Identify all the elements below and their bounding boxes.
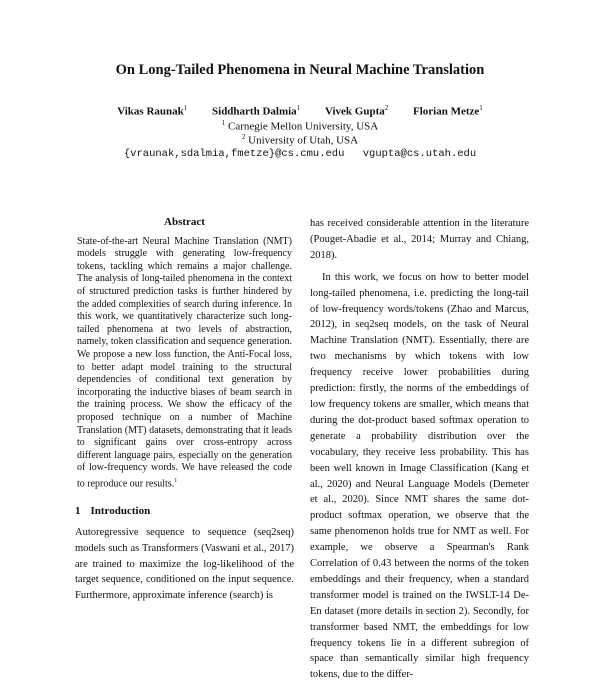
section-title: Introduction [90,504,151,517]
body-paragraph: In this work, we focus on how to better model long-tailed phenomena, i.e. predicting the long-tail of low-frequency words/tokens (Zhao and Marcus, 2012), in seq2seq models, on the task of Neural Machine Translation (NMT). Essentially, there are two mechanisms by which tokens with low frequency receive lower probabilities during prediction: firstly, the norms of the embeddings of low frequency tokens are smaller, which means that during the dot-product based softmax operation to generate a probability distribution over the vocabulary, they receive less probability. This has been well known in Image Classification (Kang et al., 2020) and Neural Language Models (Demeter et al., 2020). Since NMT shares the same dot-product softmax operation, we observe that the same phenomenon holds true for NMT as well. For example, we observe a Spearman's Rank Correlation of 0.43 between the norms of the token embeddings and their frequency, when a standard transformer model is trained on the IWSLT-14 De-En dataset (more details in section 2). Secondly, for transformer based NMT, the embeddings for low frequency tokens lie in a different subregion of space than semantically similar high frequency tokens, due to the differ- [310,271,529,681]
author-3: Vivek Gupta$^2$ [324,104,389,118]
section-number: 1 [75,504,81,517]
introduction-text: Autoregressive sequence to sequence (seq2seq) models such as Transformers (Vaswani et al., 2017) are trained to maximize the log-likelihood of the target sequence, conditioned on the input sequence. Furthermore, approximate inference (search) is [75,527,294,601]
author-2: Siddharth Dalmia$^1$ [212,104,301,118]
email-utah: vgupta@cs.utah.edu [362,148,477,160]
email-cmu: {vraunak,sdalmia,fmetze}@cs.cmu.edu [123,148,345,160]
affiliation-2: $^2$ University of Utah, USA [241,133,359,147]
introduction-body [75,525,294,603]
affiliation-1: $^1$ Carnegie Mellon University, USA [221,119,379,133]
abstract-heading: Abstract [164,216,205,228]
author-1: Vikas Raunak$^1$ [117,104,188,118]
abstract-footnote-mark: 1 [174,477,178,484]
abstract-text: State-of-the-art Neural Machine Translation (NMT) models struggle with generating low-frequency tokens, tackling which remains a major challenge. The analysis of long-tailed phenomena in the context of structured prediction tasks is further hindered by the added complexities of search during inference. In this work, we quantitatively characterize such long-tailed phenomena at two levels of abstraction, namely, token classification and sequence generation. We propose a new loss function, the Anti-Focal loss, to better adapt model training to the structural dependencies of conditional text generation by incorporating the inductive biases of beam search in the training process. We show the efficacy of the proposed technique on a number of Machine Translation (MT) datasets, demonstrating that it leads to significant gains over cross-entropy across different language pairs, especially on the generation of low-frequency words. We have released the code to reproduce our results. [77,235,292,490]
section-heading-introduction [75,505,294,518]
abstract-body [77,236,292,491]
continuation-paragraph: has received considerable attention in the literature (Pouget-Abadie et al., 2014; Murray and Chiang, 2018). [310,218,529,261]
author-emails [0,148,600,160]
paper-title: On Long-Tailed Phenomena in Neural Machine Translation [115,62,485,78]
right-column [310,216,529,683]
left-column [75,216,294,603]
author-4: Florian Metze$^1$ [412,104,483,118]
author-list [0,104,600,118]
